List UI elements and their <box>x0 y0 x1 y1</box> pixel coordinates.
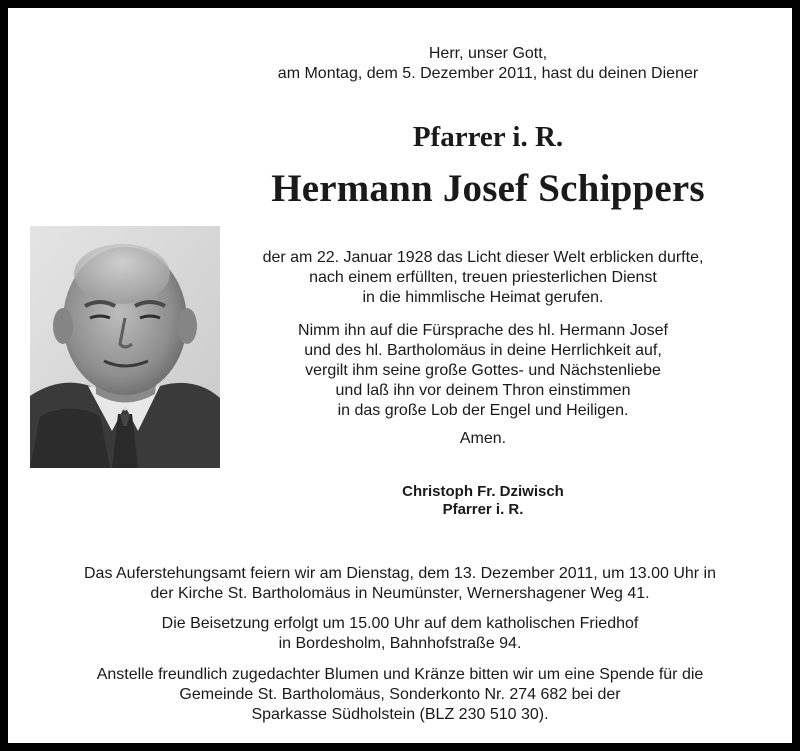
burial-info <box>28 614 772 654</box>
deceased-name: Hermann Josef Schippers <box>271 167 705 210</box>
text-line: und laß ihn vor deinem Thron einstimmen <box>335 382 631 399</box>
portrait-photo <box>30 226 220 468</box>
text-line: und des hl. Bartholomäus in deine Herrlichkeit auf, <box>304 342 662 359</box>
prayer-text <box>233 321 733 421</box>
intro-line: Herr, unser Gott, <box>428 45 548 62</box>
service-info <box>28 564 772 604</box>
text-line: in das große Lob der Engel und Heiligen. <box>337 402 629 419</box>
signer-name: Christoph Fr. Dziwisch <box>402 483 564 500</box>
text-line: Nimm ihn auf die Fürsprache des hl. Hermann Josef <box>298 322 668 339</box>
obituary-notice <box>8 8 792 743</box>
amen-text: Amen. <box>459 430 507 447</box>
deceased-rank: Pfarrer i. R. <box>412 121 564 153</box>
text-line: der Kirche St. Bartholomäus in Neumünster, Wernershagener Weg 41. <box>150 585 650 602</box>
text-line: Anstelle freundlich zugedachter Blumen und Kränze bitten wir um eine Spende für die <box>96 666 704 683</box>
intro-text <box>238 44 738 84</box>
intro-line: am Montag, dem 5. Dezember 2011, hast du deinen Diener <box>277 65 699 82</box>
text-line: Sparkasse Südholstein (BLZ 230 510 30). <box>251 706 549 723</box>
text-line: Das Auferstehungsamt feiern wir am Dienstag, dem 13. Dezember 2011, um 13.00 Uhr in <box>83 565 716 582</box>
life-text <box>233 248 733 308</box>
text-line: Gemeinde St. Bartholomäus, Sonderkonto Nr. 274 682 bei der <box>179 686 621 703</box>
text-line: vergilt ihm seine große Gottes- und Nächstenliebe <box>305 362 661 379</box>
signer-title: Pfarrer i. R. <box>442 501 524 518</box>
text-line: nach einem erfüllten, treuen priesterlichen Dienst <box>309 269 657 286</box>
text-line: der am 22. Januar 1928 das Licht dieser Welt erblicken durfte, <box>262 249 704 266</box>
donation-info <box>28 665 772 725</box>
text-line: in Bordesholm, Bahnhofstraße 94. <box>278 635 522 652</box>
text-line: Die Beisetzung erfolgt um 15.00 Uhr auf dem katholischen Friedhof <box>161 615 639 632</box>
signer <box>283 483 683 519</box>
text-line: in die himmlische Heimat gerufen. <box>362 289 604 306</box>
